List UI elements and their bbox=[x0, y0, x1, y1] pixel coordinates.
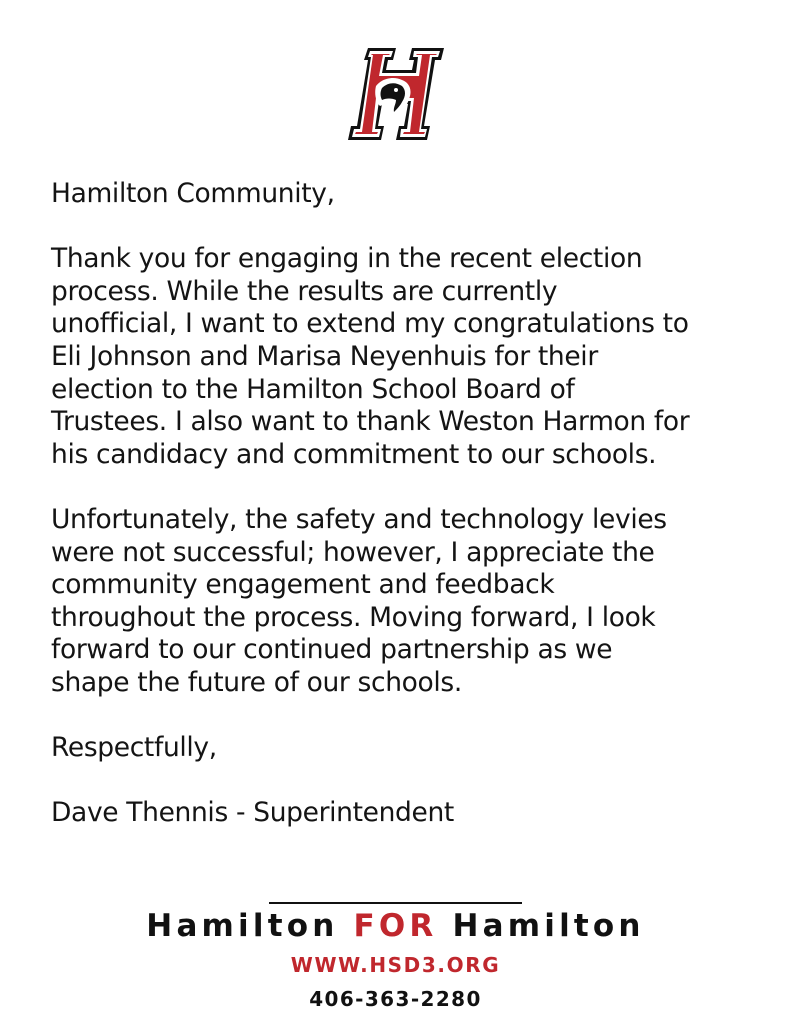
tagline-accent: FOR bbox=[353, 908, 438, 944]
letter-greeting: Hamilton Community, bbox=[51, 178, 335, 209]
footer-tagline bbox=[0, 906, 791, 946]
letter-closing: Respectfully, bbox=[51, 732, 217, 764]
hamilton-h-logo-icon bbox=[346, 46, 446, 142]
letter-paragraph-1: Thank you for engaging in the recent election process. While the results are currently unofficial, I want to extend my congratulations to Eli Johnson and Marisa Neyenhuis for their election to the Hamilton School Board of Trustees. I also want to thank Weston Harmon for his candidacy and commitment to our schools. bbox=[51, 243, 690, 470]
tagline-part-2: Hamilton bbox=[437, 908, 645, 944]
letter-signature: Dave Thennis - Superintendent bbox=[51, 797, 454, 829]
tagline-part-1: Hamilton bbox=[146, 908, 354, 944]
letter-paragraph-2: Unfortunately, the safety and technology levies were not successful; however, I appreciate the community engagement and feedback throughout the process. Moving forward, I look forward to our continued partnership as we shape the future of our schools. bbox=[51, 503, 667, 698]
footer-website-link[interactable]: WWW.HSD3.ORG bbox=[290, 953, 501, 977]
footer-divider bbox=[269, 902, 522, 904]
footer-phone: 406-363-2280 bbox=[309, 987, 482, 1011]
letter-body bbox=[51, 178, 751, 830]
